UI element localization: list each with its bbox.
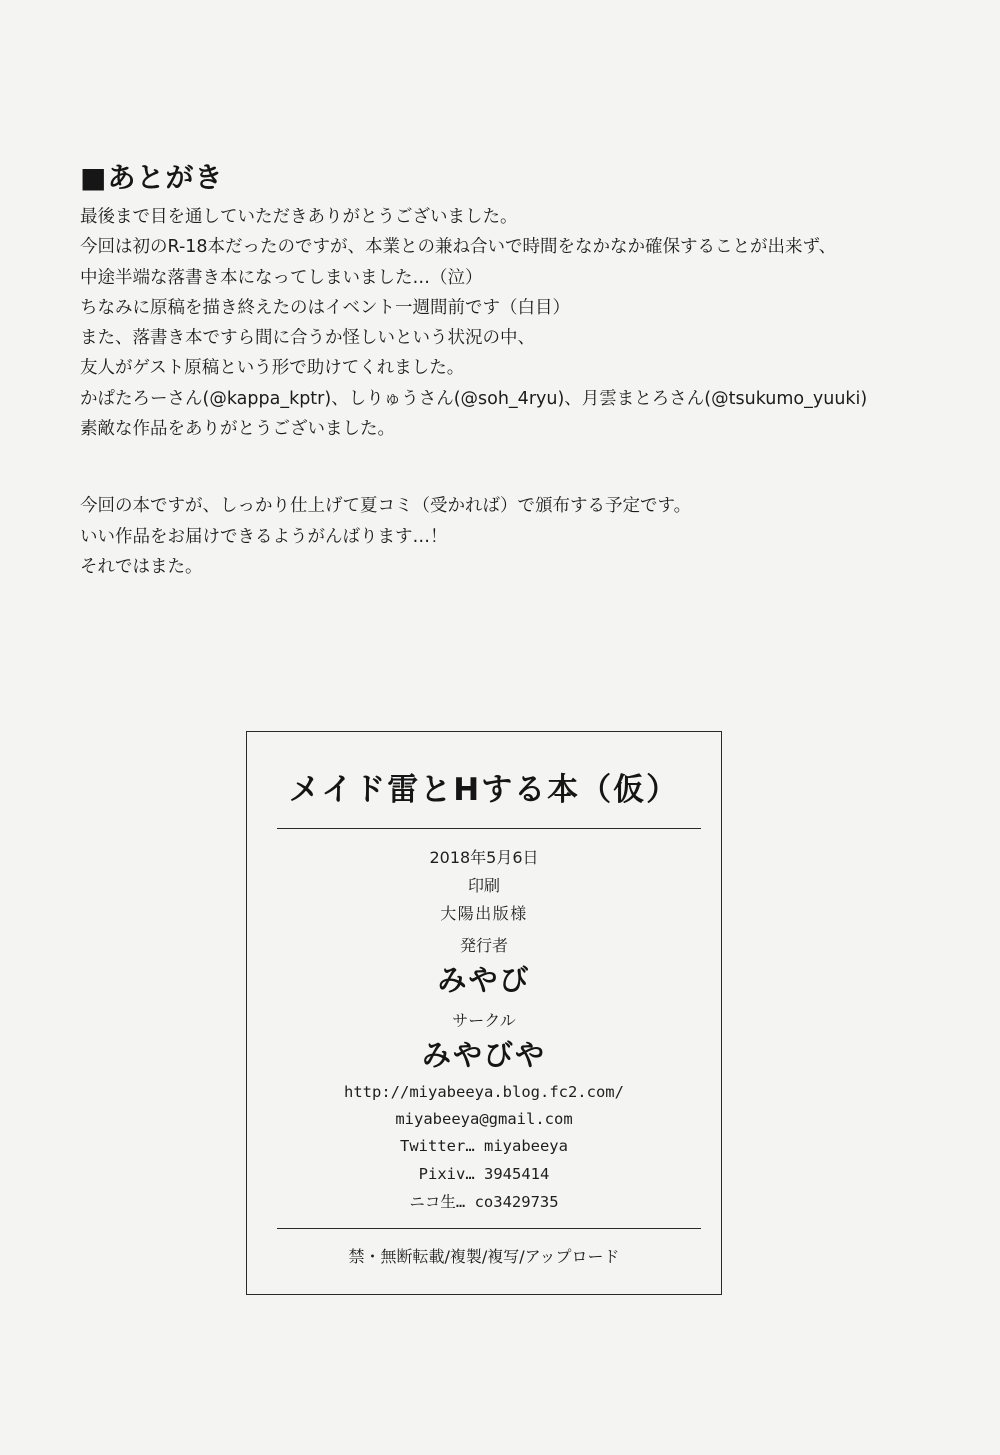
nico-id: ニコ生… co3429735 (409, 1193, 559, 1211)
publisher-name: みやび (437, 963, 531, 997)
afterword-line: ちなみに原稿を描き終えたのはイベント一週間前です（白目） (80, 297, 570, 318)
afterword-line: 今回は初のR-18本だったのですが、本業との兼ね合いで時間をなかなか確保することが出来ず、 (80, 237, 837, 258)
website-link[interactable]: http://miyabeeya.blog.fc2.com/ (344, 1083, 624, 1101)
afterword-heading: ■あとがき (80, 161, 224, 194)
afterword-line: 素敵な作品をありがとうございました。 (80, 419, 395, 440)
circle-name: みやびや (421, 1038, 546, 1072)
title-divider (277, 828, 701, 829)
colophon-box (246, 731, 722, 1295)
printing-label: 印刷 (467, 876, 500, 895)
afterword-paragraph-1 (80, 202, 960, 444)
footer-divider (277, 1228, 701, 1229)
afterword-line: 最後まで目を通していただきありがとうございました。 (80, 207, 518, 227)
afterword-section (80, 160, 960, 582)
afterword-paragraph-2 (80, 491, 960, 582)
publisher-label: 発行者 (459, 936, 508, 955)
afterword-line: 中途半端な落書き本になってしまいました…（泣） (80, 267, 483, 288)
publication-date: 2018年5月6日 (429, 848, 539, 867)
afterword-line: いい作品をお届けできるようがんばります…！ (80, 526, 448, 547)
afterword-line: かぱたろーさん(@kappa_kptr)、しりゅうさん(@soh_4ryu)、月雲まとろさん(@tsukumo_yuuki) (80, 388, 868, 409)
book-title: メイド雷とHする本（仮） (288, 772, 680, 808)
afterword-line: それではまた。 (80, 556, 203, 577)
pixiv-id: Pixiv… 3945414 (418, 1165, 550, 1183)
afterword-line: 友人がゲスト原稿という形で助けてくれました。 (80, 358, 465, 379)
afterword-line: また、落書き本ですら間に合うか怪しいという状況の中、 (80, 328, 535, 349)
circle-label: サークル (452, 1011, 516, 1030)
copyright-notice: 禁・無断転載/複製/複写/アップロード (348, 1247, 620, 1266)
printer-name: 大陽出版様 (440, 904, 528, 923)
email-address[interactable]: miyabeeya@gmail.com (395, 1110, 573, 1128)
twitter-handle: Twitter… miyabeeya (400, 1137, 568, 1155)
afterword-line: 今回の本ですが、しっかり仕上げて夏コミ（受かれば）で頒布する予定です。 (80, 496, 692, 517)
